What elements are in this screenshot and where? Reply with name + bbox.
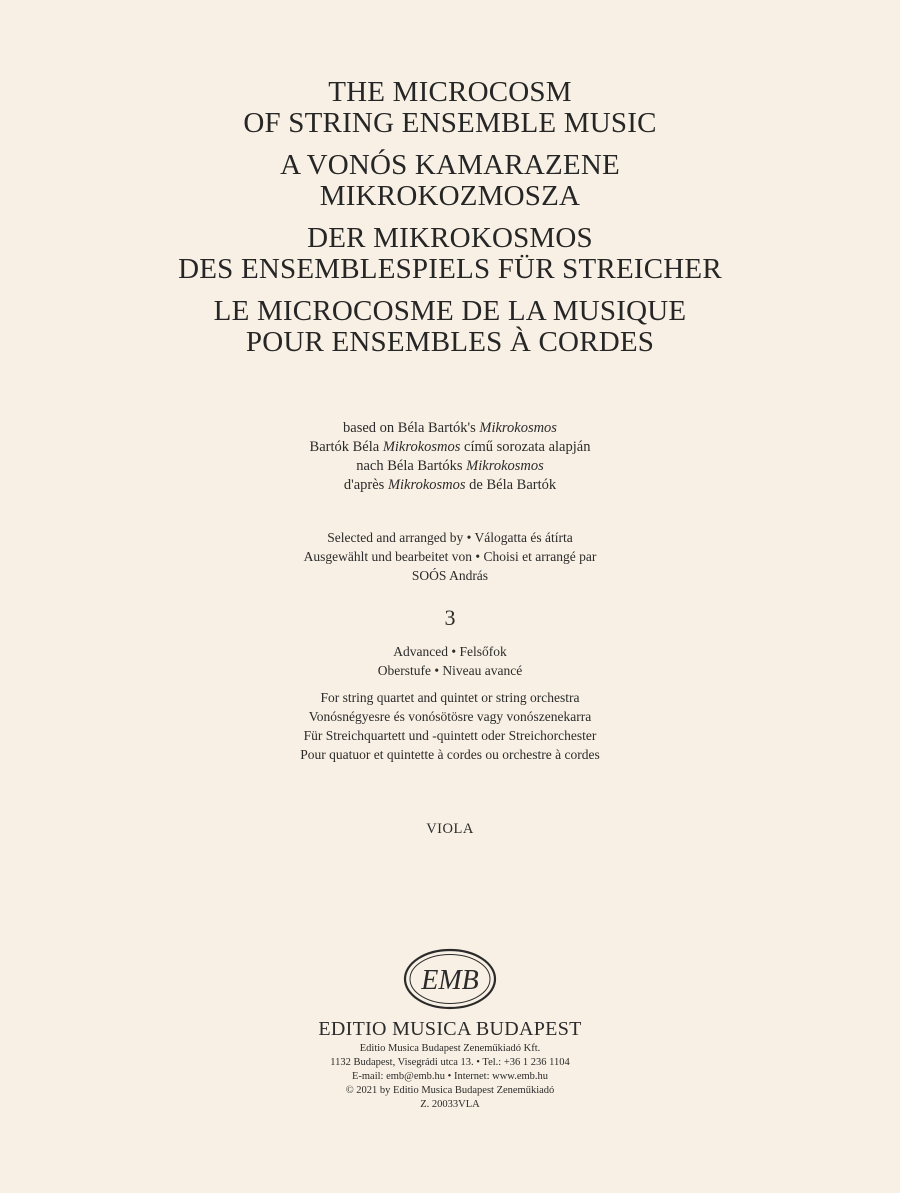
arranger-credit-line: Ausgewählt und bearbeitet von • Choisi et arrangé par bbox=[303, 549, 597, 564]
level-block bbox=[0, 642, 900, 680]
based-on-text: nach Béla Bartóks bbox=[356, 458, 467, 474]
scoring-line: Vonósnégyesre és vonósötösre vagy vonószenekarra bbox=[308, 709, 592, 724]
instrument-label: VIOLA bbox=[426, 821, 474, 837]
arranger-name: SOÓS András bbox=[411, 568, 489, 583]
title-line: POUR ENSEMBLES À CORDES bbox=[245, 326, 655, 358]
based-on-line bbox=[0, 438, 900, 457]
scoring-line: For string quartet and quintet or string orchestra bbox=[320, 690, 580, 705]
based-on-block bbox=[0, 419, 900, 495]
logo-lettering: EMB bbox=[421, 965, 479, 996]
based-on-text: című sorozata alapján bbox=[460, 439, 591, 455]
title-line: LE MICROCOSME DE LA MUSIQUE bbox=[213, 295, 687, 327]
title-line: OF STRING ENSEMBLE MUSIC bbox=[243, 107, 657, 139]
based-on-text: Bartók Béla bbox=[309, 439, 383, 455]
imprint-line: 1132 Budapest, Visegrádi utca 13. • Tel.: +36 1 236 1104 bbox=[330, 1057, 570, 1068]
title-line: A VONÓS KAMARAZENE bbox=[280, 149, 620, 181]
title-german bbox=[0, 223, 900, 285]
based-on-line bbox=[0, 457, 900, 476]
title-line: DER MIKROKOSMOS bbox=[307, 222, 593, 254]
based-on-text: d'après bbox=[343, 477, 388, 493]
title-line: MIKROKOZMOSZA bbox=[319, 180, 581, 212]
work-title: Mikrokosmos bbox=[387, 477, 466, 493]
title-line: DES ENSEMBLESPIELS FÜR STREICHER bbox=[178, 253, 722, 285]
imprint-line: © 2021 by Editio Musica Budapest Zeneműkiadó bbox=[345, 1085, 555, 1096]
title-english bbox=[0, 77, 900, 139]
imprint-line: E-mail: emb@emb.hu • Internet: www.emb.hu bbox=[351, 1071, 549, 1082]
volume-number: 3 bbox=[444, 605, 456, 630]
work-title: Mikrokosmos bbox=[466, 458, 544, 474]
arranger-credit-line: Selected and arranged by • Válogatta és átírta bbox=[327, 530, 573, 545]
title-french bbox=[0, 296, 900, 358]
scoring-line: Pour quatuor et quintette à cordes ou orchestre à cordes bbox=[300, 747, 600, 762]
arranger-block bbox=[0, 528, 900, 585]
publisher-name: EDITIO MUSICA BUDAPEST bbox=[318, 1018, 582, 1040]
imprint-line: Editio Musica Budapest Zeneműkiadó Kft. bbox=[359, 1043, 541, 1054]
scoring-line: Für Streichquartett und -quintett oder Streichorchester bbox=[303, 728, 597, 743]
work-title: Mikrokosmos bbox=[479, 420, 557, 436]
based-on-text: de Béla Bartók bbox=[465, 477, 557, 493]
level-line: Oberstufe • Niveau avancé bbox=[377, 663, 523, 678]
title-line: THE MICROCOSM bbox=[328, 76, 572, 108]
scoring-block bbox=[0, 688, 900, 764]
emb-logo bbox=[403, 948, 497, 1010]
based-on-line bbox=[0, 476, 900, 495]
based-on-text: based on Béla Bartók's bbox=[343, 420, 480, 436]
based-on-line bbox=[0, 419, 900, 438]
level-line: Advanced • Felsőfok bbox=[393, 644, 507, 659]
imprint-block bbox=[0, 1042, 900, 1112]
catalog-number: Z. 20033VLA bbox=[420, 1099, 480, 1110]
title-hungarian bbox=[0, 150, 900, 212]
work-title: Mikrokosmos bbox=[382, 439, 461, 455]
title-block bbox=[0, 77, 900, 380]
